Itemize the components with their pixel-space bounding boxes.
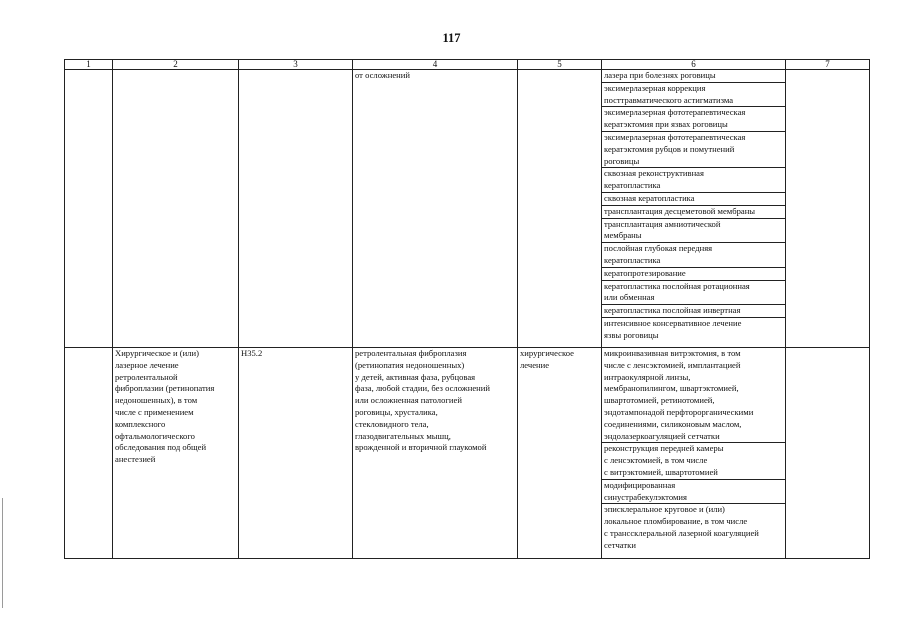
method-item: эксимерлазерная фототерапевтическая кератэктомия рубцов и помутнений роговицы	[602, 132, 785, 168]
header-col-7: 7	[786, 60, 870, 70]
method-item: сквозная реконструктивная кератопластика	[602, 168, 785, 193]
row1-col2	[113, 70, 239, 348]
method-item: микроинвазивная витрэктомия, в том числе с ленсэктомией, имплантацией интраокулярной линзы, мембранопилингом, швартэктомией, швартотомией, ретинотомией, эндотампонадой перфторорганическими соединениями, силиконовым маслом, эндолазеркоагуляцией сетчатки	[602, 348, 785, 443]
row1-col3	[239, 70, 353, 348]
row2-treatment-type: хирургическое лечение	[518, 348, 602, 559]
method-item: сквозная кератопластика	[602, 193, 785, 206]
method-item: кератопластика послойная инвертная	[602, 305, 785, 318]
row2-condition: ретролентальная фиброплазия (ретинопатия недоношенных) у детей, активная фаза, рубцовая фаза, любой стадии, без осложнений или осложненная патологией роговицы, хрусталика, стекловидного тела, глазодвигательных мышц, врожденной и вторичной глаукомой	[353, 348, 518, 559]
header-col-3: 3	[239, 60, 353, 70]
row1-condition: от осложнений	[353, 70, 518, 348]
method-item: эписклеральное круговое и (или) локальное пломбирование, в том числе с транссклеральной лазерной коагуляцией сетчатки	[604, 504, 759, 550]
method-item: интенсивное консервативное лечение язвы роговицы	[604, 317, 742, 340]
row1-col7	[786, 70, 870, 348]
page-number: 117	[442, 31, 461, 45]
method-item: кератопластика послойная ротационная или обменная	[602, 281, 785, 306]
row1-col5	[518, 70, 602, 348]
method-item: трансплантация десцеметовой мембраны	[602, 206, 785, 219]
scan-edge-mark	[2, 498, 3, 608]
header-col-2: 2	[113, 60, 239, 70]
table-row	[65, 70, 870, 348]
header-col-6: 6	[602, 60, 786, 70]
medical-procedures-table	[64, 59, 870, 559]
row2-icd-code: H35.2	[239, 348, 353, 559]
method-item: реконструкция передней камеры с ленсэктомией, в том числе с витрэктомией, швартотомией	[602, 443, 785, 479]
row1-col1	[65, 70, 113, 348]
row2-col1	[65, 348, 113, 559]
method-item: трансплантация амниотической мембраны	[602, 219, 785, 244]
header-col-5: 5	[518, 60, 602, 70]
method-item: эксимерлазерная коррекция посттравматического астигматизма	[602, 83, 785, 108]
header-col-1: 1	[65, 60, 113, 70]
header-col-4: 4	[353, 60, 518, 70]
row2-col7	[786, 348, 870, 559]
method-item: послойная глубокая передняя кератопластика	[602, 243, 785, 268]
method-item: кератопротезирование	[602, 268, 785, 281]
row1-methods	[602, 70, 786, 348]
header-row	[65, 60, 870, 70]
method-item: лазера при болезнях роговицы	[602, 70, 785, 83]
table-row	[65, 348, 870, 559]
method-item: модифицированная синустрабекулэктомия	[602, 480, 785, 505]
row2-treatment-name: Хирургическое и (или) лазерное лечение ретролентальной фиброплазии (ретинопатия недоношенных), в том числе с применением комплексного офтальмологического обследования под общей анестезией	[113, 348, 239, 559]
row2-methods	[602, 348, 786, 559]
method-item: эксимерлазерная фототерапевтическая кератэктомия при язвах роговицы	[602, 107, 785, 132]
